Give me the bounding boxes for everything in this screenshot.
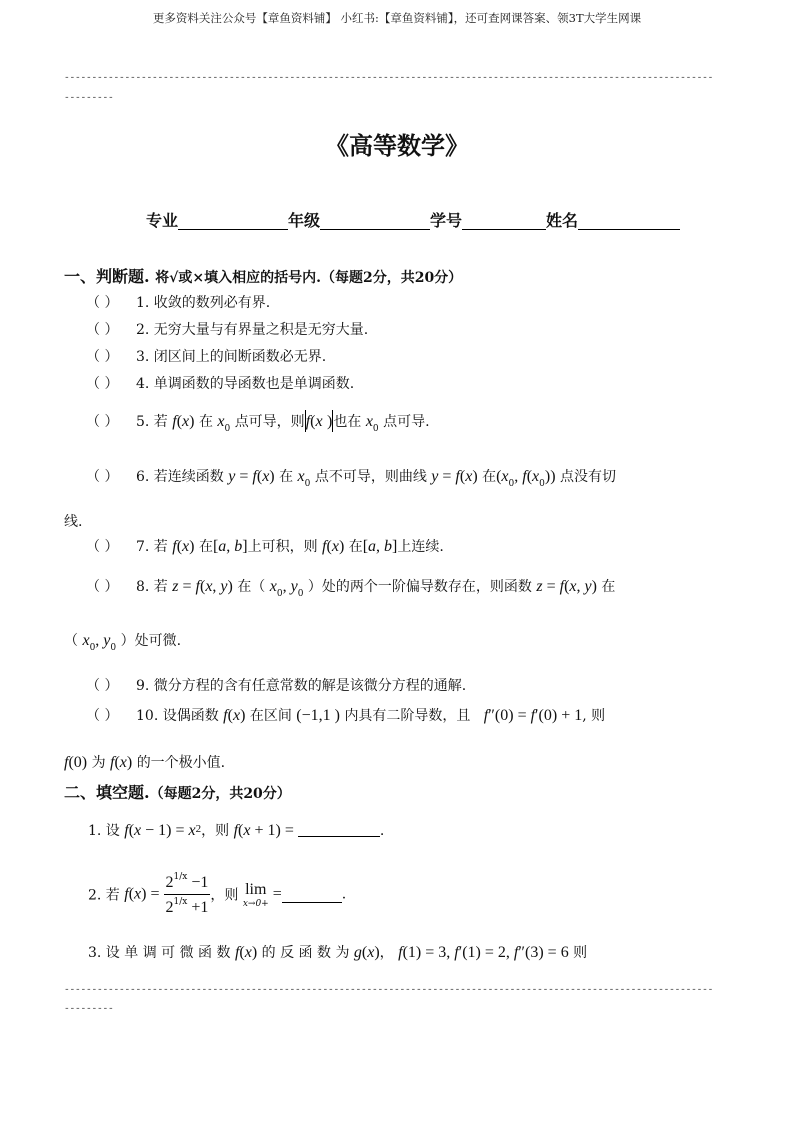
- page-title: 《高等数学》: [325, 131, 469, 160]
- question-4: （ ） 4. 单调函数的导函数也是单调函数.: [86, 373, 354, 393]
- section1-instruction: 将√或×填入相应的括号内.（每题2分，共20分）: [155, 270, 463, 286]
- separator-bottom: ----------------------------------------------------------------------------------------------------------------------: [64, 984, 714, 995]
- answer-paren[interactable]: （ ）: [86, 469, 119, 485]
- question-8-cont: （ $x_0$, $y_0$ ）处可微.: [64, 632, 182, 653]
- answer-paren[interactable]: （ ）: [86, 579, 119, 595]
- answer-paren[interactable]: （ ）: [86, 349, 119, 365]
- fill-1-blank[interactable]: [298, 820, 380, 837]
- question-2: （ ） 2. 无穷大量与有界量之积是无穷大量.: [86, 319, 368, 339]
- student-info-line: [146, 208, 680, 231]
- grade-label: 年级: [288, 211, 321, 230]
- major-label: 专业: [146, 211, 179, 230]
- fill-1: 1. 设 $f(x - 1) = x^2$，则 f(x + 1) = .: [88, 822, 385, 839]
- question-6: （ ） 6. 若连续函数 y = f(x) 在 $x_0$ 点不可导，则曲线 y = f(x) 在($x_0$, $f(x_0)$) 点没有切: [86, 468, 616, 489]
- question-1: （ ） 1. 收敛的数列必有界.: [86, 292, 270, 312]
- fill-2-blank[interactable]: [282, 886, 342, 903]
- answer-paren[interactable]: （ ）: [86, 539, 119, 555]
- separator-top: ----------------------------------------------------------------------------------------------------------------------: [64, 72, 714, 83]
- section2-title: 二、填空题.: [64, 783, 150, 802]
- question-7: （ ） 7. 若 f(x) 在[a, b]上可积，则 f(x) 在[a, b]上连续.: [86, 538, 444, 555]
- grade-blank[interactable]: [320, 211, 430, 230]
- fill-2: 2. 若 f(x) = $\frac{2^{1/x} -1}{2^{1/x} +1}$ ，则 lim x→0+ = .: [88, 872, 347, 916]
- section1-title: 一、判断题.: [64, 267, 150, 286]
- separator-bottom-cont: ---------: [64, 1003, 114, 1014]
- answer-paren[interactable]: （ ）: [86, 322, 119, 338]
- page-header: 更多资料关注公众号【章鱼资料铺】 小红书:【章鱼资料铺】，还可查网课答案、领3T大学生网课: [152, 11, 642, 25]
- question-9: （ ） 9. 微分方程的含有任意常数的解是该微分方程的通解.: [86, 675, 466, 695]
- answer-paren[interactable]: （ ）: [86, 678, 119, 694]
- question-8: （ ） 8. 若 z = f(x, y) 在（ $x_0$, $y_0$ ）处的两个一阶偏导数存在，则函数 z = f(x, y) 在: [86, 578, 616, 599]
- major-blank[interactable]: [178, 211, 288, 230]
- section1-heading: [64, 264, 462, 287]
- section2-instruction: （每题2分，共20分）: [149, 786, 291, 802]
- answer-paren[interactable]: （ ）: [86, 295, 119, 311]
- question-3: （ ） 3. 闭区间上的间断函数必无界.: [86, 346, 326, 366]
- answer-paren[interactable]: （ ）: [86, 414, 119, 430]
- answer-paren[interactable]: （ ）: [86, 376, 119, 392]
- question-10: （ ） 10. 设偶函数 f(x) 在区间 (−1,1 ) 内具有二阶导数，且 f″(0) = f′(0) + 1, 则: [86, 707, 606, 724]
- student-id-label: 学号: [430, 211, 463, 230]
- name-blank[interactable]: [578, 211, 680, 230]
- student-id-blank[interactable]: [462, 211, 546, 230]
- section2-heading: [64, 780, 291, 803]
- question-5: （ ） 5. 若 f(x) 在 $x_0$ 点可导，则f(x )也在 $x_0$ 点可导.: [86, 410, 430, 434]
- question-6-cont: 线.: [64, 514, 83, 530]
- fill-3: 3. 设 单 调 可 微 函 数 f(x) 的 反 函 数 为 g(x)， f(1) = 3, f′(1) = 2, f″(3) = 6 则: [88, 944, 588, 961]
- name-label: 姓名: [546, 211, 579, 230]
- question-10-cont: f(0) 为 f(x) 的一个极小值.: [64, 754, 226, 771]
- separator-top-cont: ---------: [64, 92, 114, 103]
- answer-paren[interactable]: （ ）: [86, 708, 119, 724]
